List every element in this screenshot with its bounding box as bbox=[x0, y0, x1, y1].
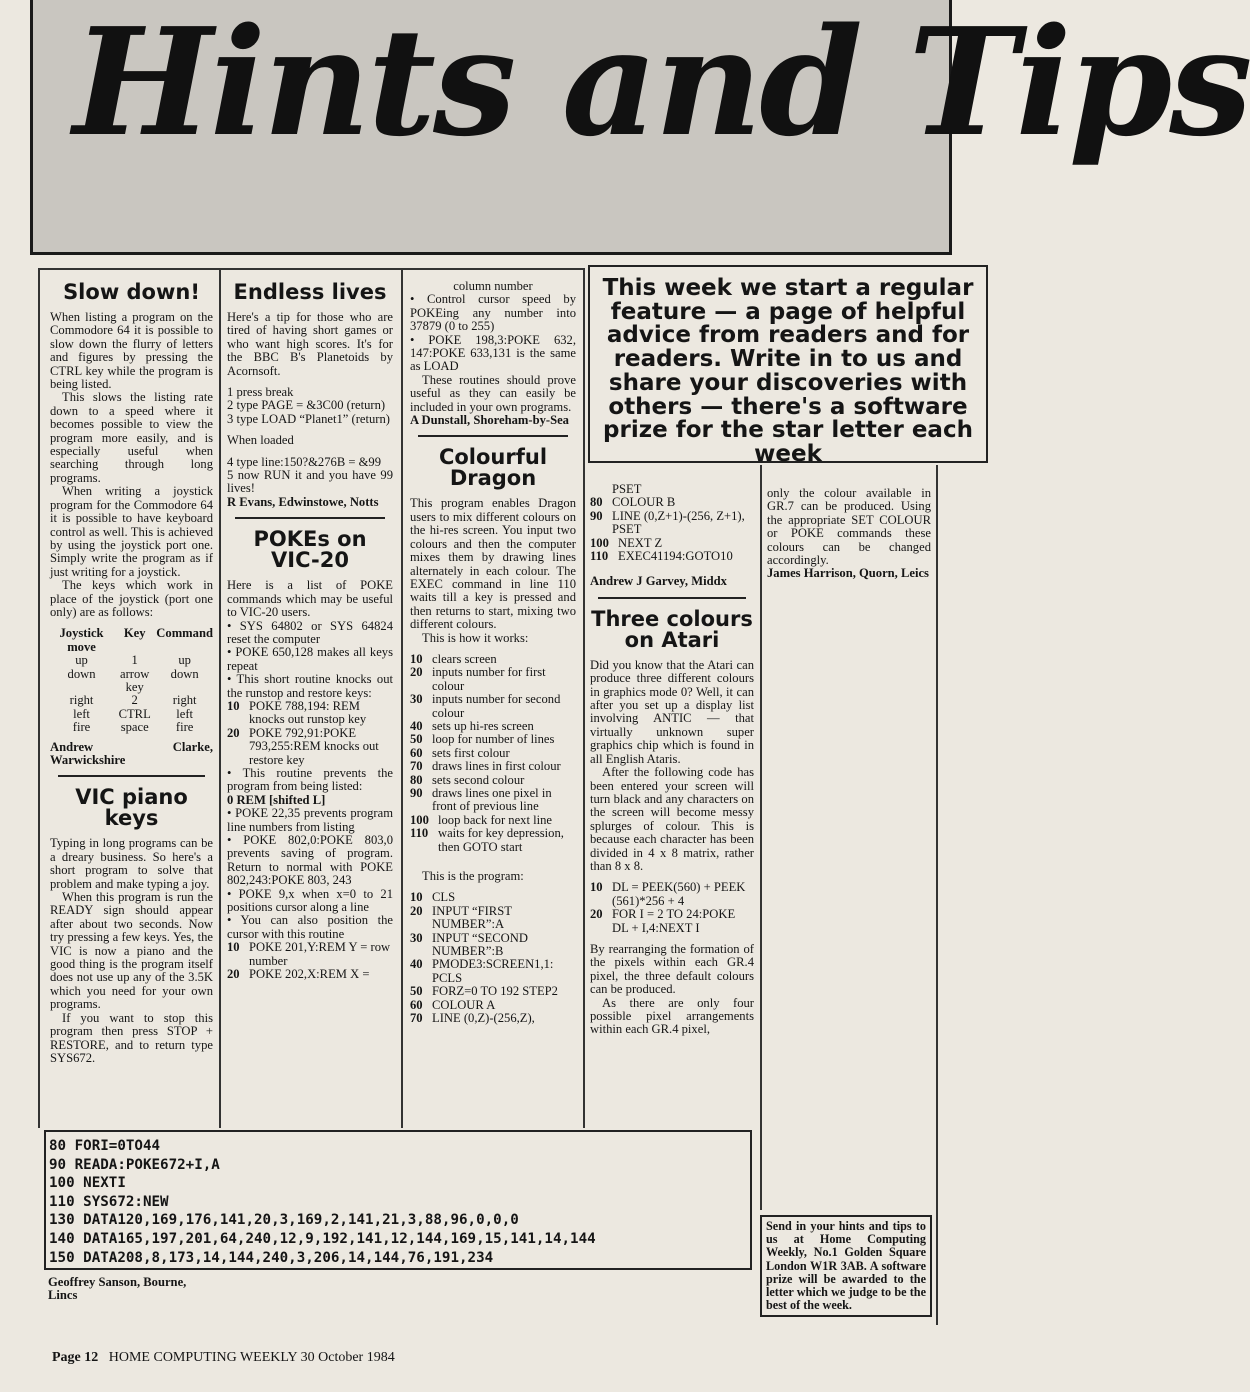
pokes-paragraph: These routines should prove useful as they can easily be included in your own programs. bbox=[410, 372, 576, 414]
line-number: 10 bbox=[227, 698, 240, 713]
code-line: sets second colour bbox=[432, 772, 525, 787]
table-cell: fire bbox=[175, 720, 194, 735]
page-footer bbox=[52, 1350, 395, 1366]
pokes-item: • POKE 9,x when x=0 to 21 positions cursor along a line bbox=[227, 886, 393, 915]
table-row bbox=[50, 694, 213, 707]
atari-paragraph: Did you know that the Atari can produce three different colours in graphics mode 0? Well, it can after you set up a display list involving ANTIC — that virtually unknown super graphics chip which is found in all English Ataris. bbox=[590, 657, 754, 766]
table-cell: 2 bbox=[131, 693, 138, 708]
dragon-heading: Colourful Dragon bbox=[438, 445, 548, 491]
line-number: 30 bbox=[410, 930, 423, 945]
code-line: CLS bbox=[432, 890, 456, 905]
code-line: COLOUR B bbox=[612, 495, 676, 510]
vic-paragraph: When this program is run the READY sign should appear after about two seconds. Now try pressing a few keys. Yes, the VIC is now a piano and the good thing is the program itself does not use up any of the 3.5K which you need for your own programs. bbox=[50, 890, 213, 1012]
dragon-program bbox=[410, 891, 576, 1025]
page-number: Page 12 bbox=[52, 1350, 99, 1365]
endless-step: 5 now RUN it and you have 99 lives! bbox=[227, 468, 393, 496]
pokes-code bbox=[227, 700, 393, 767]
line-number: 60 bbox=[410, 997, 423, 1012]
table-cell: left bbox=[73, 706, 90, 721]
code-line: clears screen bbox=[432, 651, 497, 666]
table-row bbox=[50, 708, 213, 721]
listing-byline: Geoffrey Sanson, Bourne, Lincs bbox=[48, 1275, 187, 1303]
slow-paragraph: When listing a program on the Commodore 64 it is possible to slow down the flurry of letters and figures by pressing the CTRL key while the program is being listed. bbox=[50, 310, 213, 392]
column-rule bbox=[583, 268, 585, 1128]
dragon-paragraph: This is the program: bbox=[422, 869, 524, 884]
table-row bbox=[50, 654, 213, 667]
code-line: 150 DATA208,8,173,14,144,240,3,206,14,144,76,191,234 bbox=[49, 1249, 494, 1266]
column-3 bbox=[410, 280, 576, 1026]
line-number: 20 bbox=[410, 903, 423, 918]
atari-paragraph: By rearranging the formation of the pixels within each GR.4 pixel, the three default colours can be produced. bbox=[590, 941, 754, 997]
pokes-item: • This routine prevents the program from being listed: bbox=[227, 765, 393, 794]
masthead bbox=[30, 0, 1250, 255]
line-number: 20 bbox=[227, 967, 240, 982]
code-line: inputs number for second colour bbox=[432, 692, 561, 720]
line-number: 70 bbox=[410, 1011, 423, 1026]
byline: Andrew Clarke, Warwickshire bbox=[50, 739, 213, 767]
code-line: POKE 792,91:POKE 793,255:REM knocks out restore key bbox=[249, 725, 379, 767]
pokes-paragraph: Here is a list of POKE commands which may be useful to VIC-20 users. bbox=[227, 578, 393, 620]
byline: R Evans, Edwinstowe, Notts bbox=[227, 494, 379, 509]
line-number: 50 bbox=[410, 732, 423, 747]
table-cell: left bbox=[176, 706, 194, 721]
code-line: sets up hi-res screen bbox=[432, 718, 534, 733]
line-number: 110 bbox=[410, 826, 429, 841]
line-number: 80 bbox=[590, 495, 603, 510]
line-number: 100 bbox=[590, 535, 609, 550]
top-rule bbox=[38, 268, 583, 270]
table-cell: up bbox=[75, 653, 88, 668]
line-number: 10 bbox=[410, 890, 423, 905]
code-line: INPUT “FIRST NUMBER”:A bbox=[432, 903, 512, 932]
endless-step: 3 type LOAD “Planet1” (return) bbox=[227, 411, 390, 426]
line-number: 10 bbox=[227, 940, 240, 955]
endless-when: When loaded bbox=[227, 433, 294, 448]
code-line: 90 READA:POKE672+I,A bbox=[49, 1156, 220, 1173]
code-line: FORZ=0 TO 192 STEP2 bbox=[432, 984, 558, 999]
table-cell: fire bbox=[72, 720, 91, 735]
slow-paragraph: The keys which work in place of the joystick (port one only) are as follows: bbox=[50, 578, 213, 619]
column-2 bbox=[227, 282, 393, 981]
code-line: loop for number of lines bbox=[432, 732, 555, 747]
code-line: NEXT Z bbox=[618, 535, 663, 550]
table-row bbox=[50, 668, 213, 695]
code-line: 130 DATA120,169,176,141,20,3,169,2,141,21,3,88,96,0,0,0 bbox=[49, 1212, 519, 1229]
table-cell: up bbox=[178, 653, 191, 668]
table-header: Key bbox=[123, 626, 146, 641]
divider bbox=[598, 597, 746, 599]
slow-down-heading: Slow down! bbox=[63, 280, 200, 304]
dragon-program-continued: PSET bbox=[612, 482, 642, 496]
table-cell: 1 bbox=[131, 653, 138, 668]
code-line: LINE (0,Z)-(256,Z), bbox=[432, 1011, 535, 1026]
vic-paragraph: If you want to stop this program then press STOP + RESTORE, and to return type SYS672. bbox=[50, 1010, 213, 1065]
code-line: sets first colour bbox=[432, 745, 510, 760]
table-cell: space bbox=[120, 720, 149, 735]
table-header: Command bbox=[156, 626, 213, 641]
atari-paragraph: As there are only four possible pixel arrangements within each GR.4 pixel, bbox=[590, 995, 754, 1037]
table-header: Joystick move bbox=[59, 626, 104, 654]
dragon-paragraph: This is how it works: bbox=[422, 630, 529, 645]
code-line: COLOUR A bbox=[432, 997, 496, 1012]
line-number: 20 bbox=[590, 907, 603, 922]
send-in-box: Send in your hints and tips to us at Home Computing Weekly, No.1 Golden Square London W1R 3AB. A software prize will be awarded to the letter which we judge to be the best of the week. bbox=[760, 1215, 932, 1317]
atari-paragraph: only the colour available in GR.7 can be produced. Using the appropriate SET COLOUR or POKE commands these colours can be changed accordingly. bbox=[767, 486, 931, 568]
column-1 bbox=[50, 282, 213, 1065]
code-line: POKE 202,X:REM X = bbox=[249, 967, 370, 982]
column-rule bbox=[219, 268, 221, 1128]
pokes-item: • You can also position the cursor with this routine bbox=[227, 913, 393, 941]
column-5 bbox=[767, 487, 931, 581]
column-rule bbox=[38, 268, 40, 1128]
code-line: LINE (0,Z+1)-(256, Z+1), PSET bbox=[612, 508, 745, 537]
line-number: 80 bbox=[410, 772, 423, 787]
table-cell: right bbox=[172, 693, 197, 708]
line-number: 90 bbox=[410, 786, 423, 800]
line-number: 20 bbox=[227, 725, 240, 740]
line-number: 10 bbox=[590, 880, 603, 895]
column-rule bbox=[760, 465, 762, 1210]
table-cell: down bbox=[170, 666, 199, 681]
code-line: EXEC41194:GOTO10 bbox=[618, 549, 733, 564]
pokes-item: • This short routine knocks out the runstop and restore keys: bbox=[227, 672, 393, 700]
code-line: waits for key depression, then GOTO start bbox=[438, 826, 564, 854]
byline: Andrew J Garvey, Middx bbox=[590, 574, 727, 589]
pokes-item: • Control cursor speed by POKEing any number into 37879 (0 to 255) bbox=[410, 292, 576, 334]
joystick-table bbox=[50, 627, 213, 734]
line-number: 110 bbox=[590, 549, 609, 564]
pokes-item: • SYS 64802 or SYS 64824 reset the computer bbox=[227, 618, 393, 646]
dragon-explanation bbox=[410, 653, 576, 854]
atari-code bbox=[590, 881, 754, 935]
line-number: 40 bbox=[410, 957, 423, 972]
pokes-heading: POKEs on VIC-20 bbox=[253, 527, 367, 573]
line-number: 40 bbox=[410, 718, 423, 733]
line-number: 60 bbox=[410, 745, 423, 760]
slow-paragraph: This slows the listing rate down to a speed where it becomes possible to view the program more easily, and is especially useful when searching through long programs. bbox=[50, 390, 213, 485]
table-cell: down bbox=[67, 666, 96, 681]
code-line: loop back for next line bbox=[438, 812, 553, 827]
code-line: 140 DATA165,197,201,64,240,12,9,192,141,12,144,169,15,141,14,144 bbox=[49, 1230, 596, 1247]
vic-piano-heading: VIC piano keys bbox=[75, 785, 188, 831]
pokes-code bbox=[227, 941, 393, 981]
line-number: 90 bbox=[590, 508, 603, 523]
line-number: 100 bbox=[410, 812, 429, 827]
pokes-item: • POKE 198,3:POKE 632, 147:POKE 633,131 is the same as LOAD bbox=[410, 332, 576, 374]
table-cell: right bbox=[69, 693, 94, 708]
byline: A Dunstall, Shoreham-by-Sea bbox=[410, 413, 569, 428]
endless-paragraph: Here's a tip for those who are tired of having short games or who want high scores. It's for the BBC B's Planetoids by Acornsoft. bbox=[227, 310, 393, 378]
pokes-item: • POKE 650,128 makes all keys repeat bbox=[227, 645, 393, 673]
code-line: PMODE3:SCREEN1,1: PCLS bbox=[432, 957, 554, 985]
line-number: 10 bbox=[410, 651, 423, 666]
code-line: draws lines in first colour bbox=[432, 759, 561, 774]
column-rule bbox=[401, 268, 403, 1128]
atari-heading: Three colours on Atari bbox=[591, 606, 753, 652]
code-line: draws lines one pixel in front of previous line bbox=[432, 786, 552, 814]
byline: James Harrison, Quorn, Leics bbox=[767, 566, 929, 581]
divider bbox=[58, 775, 205, 777]
code-line: POKE 201,Y:REM Y = row number bbox=[249, 940, 391, 968]
line-number: 70 bbox=[410, 759, 423, 774]
endless-step: 1 press break bbox=[227, 385, 294, 400]
endless-step: 4 type line:150?&276B = &99 bbox=[227, 454, 382, 469]
code-line: INPUT “SECOND NUMBER”:B bbox=[432, 930, 528, 959]
code-line: 100 NEXTI bbox=[49, 1175, 126, 1192]
line-number: 30 bbox=[410, 692, 423, 707]
code-line: DL = PEEK(560) + PEEK (561)*256 + 4 bbox=[612, 880, 746, 908]
endless-lives-heading: Endless lives bbox=[233, 280, 387, 304]
table-row bbox=[50, 721, 213, 734]
atari-paragraph: After the following code has been entered your screen will turn black and any characters on the screen will become messy splurges of colour. This is because each character has been divided in 4 x 8 matrix, rather than 8 x 8. bbox=[590, 765, 754, 873]
table-cell: arrow key bbox=[119, 666, 150, 694]
intro-box: This week we start a regular feature — a page of helpful advice from readers and for readers. Write in to us and share your discoveries with others — there's a software prize for the star letter each week bbox=[588, 265, 988, 463]
endless-step: 2 type PAGE = &3C00 (return) bbox=[227, 398, 386, 413]
code-line: inputs number for first colour bbox=[432, 665, 546, 693]
table-cell: CTRL bbox=[118, 706, 151, 721]
pokes-continued: column number bbox=[453, 279, 533, 293]
dragon-program bbox=[590, 496, 754, 563]
code-line: 80 FORI=0TO44 bbox=[49, 1138, 161, 1154]
masthead-title: Hints and Tips bbox=[73, 0, 1250, 169]
code-line: 110 SYS672:NEW bbox=[49, 1193, 169, 1210]
slow-paragraph: When writing a joystick program for the Commodore 64 it is possible to have keyboard control as well. This is achieved by using the joystick port one. Simply write the program as if just writing for a joystick. bbox=[50, 484, 213, 579]
pokes-item: 0 REM [shifted L] bbox=[227, 792, 326, 807]
vic-program-listing bbox=[44, 1130, 752, 1270]
column-4 bbox=[590, 483, 754, 1037]
line-number: 50 bbox=[410, 984, 423, 999]
publication-line: HOME COMPUTING WEEKLY 30 October 1984 bbox=[108, 1350, 395, 1365]
pokes-item: • POKE 22,35 prevents program line numbers from listing bbox=[227, 806, 393, 834]
divider bbox=[235, 517, 385, 519]
column-rule bbox=[936, 465, 938, 1325]
divider bbox=[418, 435, 568, 437]
code-line: FOR I = 2 TO 24:POKE DL + I,4:NEXT I bbox=[612, 907, 736, 935]
pokes-item: • POKE 802,0:POKE 803,0 prevents saving of program. Return to normal with POKE 802,243:POKE 803, 243 bbox=[227, 833, 393, 888]
vic-paragraph: Typing in long programs can be a dreary business. So here's a short program to solve that problem and make typing a joy. bbox=[50, 836, 213, 891]
code-line: POKE 788,194: REM knocks out runstop key bbox=[249, 698, 367, 727]
line-number: 20 bbox=[410, 665, 423, 680]
dragon-paragraph: This program enables Dragon users to mix different colours on the hi-res screen. You input two colours and then the computer mixes them by drawing lines alternately in each colour. The EXEC command in line 110 waits till a key is pressed and then returns to start, mixing two different colours. bbox=[410, 496, 576, 632]
